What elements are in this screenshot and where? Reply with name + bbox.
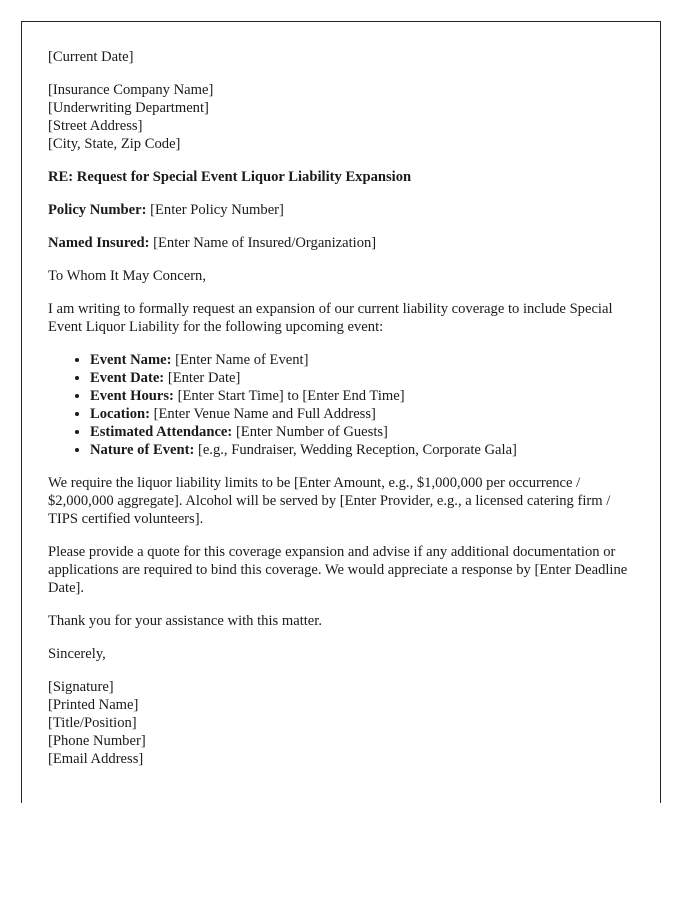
signature-block [48,678,638,768]
title-position-line: [Title/Position] [48,715,137,731]
letter-date: [Current Date] [48,49,134,65]
recipient-address-block [48,81,638,153]
thanks-paragraph: Thank you for your assistance with this matter. [48,613,322,629]
list-item [90,405,638,423]
event-date-value: [Enter Date] [167,370,241,386]
list-item [90,441,638,459]
limits-paragraph: We require the liquor liability limits to be [Enter Amount, e.g., $1,000,000 per occurrence / $2,000,000 aggregate]. Alcohol will be served by [Enter Provider, e.g., a licensed catering firm / TIPS certified volunteers]. [48,475,611,527]
document-page-frame [21,21,661,803]
named-insured-field [48,234,638,252]
location-value: [Enter Venue Name and Full Address] [153,406,376,422]
event-hours-label: Event Hours: [90,388,174,404]
list-item [90,369,638,387]
named-insured-value: [Enter Name of Insured/Organization] [153,235,377,251]
signature-line: [Signature] [48,679,114,695]
recipient-address-line: [Insurance Company Name] [48,82,214,98]
event-name-value: [Enter Name of Event] [175,352,309,368]
policy-number-value: [Enter Policy Number] [150,202,284,218]
event-date-label: Event Date: [90,370,165,386]
policy-number-field [48,201,638,219]
event-hours-value: [Enter Start Time] to [Enter End Time] [177,388,405,404]
recipient-address-line: [Underwriting Department] [48,100,209,116]
list-item [90,387,638,405]
email-address-line: [Email Address] [48,751,144,767]
subject-line: RE: Request for Special Event Liquor Liability Expansion [48,169,412,185]
list-item [90,351,638,369]
estimated-attendance-value: [Enter Number of Guests] [235,424,388,440]
recipient-address-line: [City, State, Zip Code] [48,136,181,152]
list-item [90,423,638,441]
printed-name-line: [Printed Name] [48,697,139,713]
event-name-label: Event Name: [90,352,172,368]
letter-body [48,48,638,768]
estimated-attendance-label: Estimated Attendance: [90,424,233,440]
intro-paragraph: I am writing to formally request an expansion of our current liability coverage to include Special Event Liquor Liability for the following upcoming event: [48,301,613,335]
phone-number-line: [Phone Number] [48,733,146,749]
named-insured-label: Named Insured: [48,235,150,251]
location-label: Location: [90,406,150,422]
salutation: To Whom It May Concern, [48,268,206,284]
event-details-list [48,351,638,459]
recipient-address-line: [Street Address] [48,118,143,134]
nature-of-event-value: [e.g., Fundraiser, Wedding Reception, Corporate Gala] [197,442,517,458]
policy-number-label: Policy Number: [48,202,147,218]
nature-of-event-label: Nature of Event: [90,442,195,458]
request-paragraph: Please provide a quote for this coverage expansion and advise if any additional documentation or applications are required to bind this coverage. We would appreciate a response by [Enter Deadline Date]. [48,544,628,596]
closing-salutation: Sincerely, [48,646,106,662]
